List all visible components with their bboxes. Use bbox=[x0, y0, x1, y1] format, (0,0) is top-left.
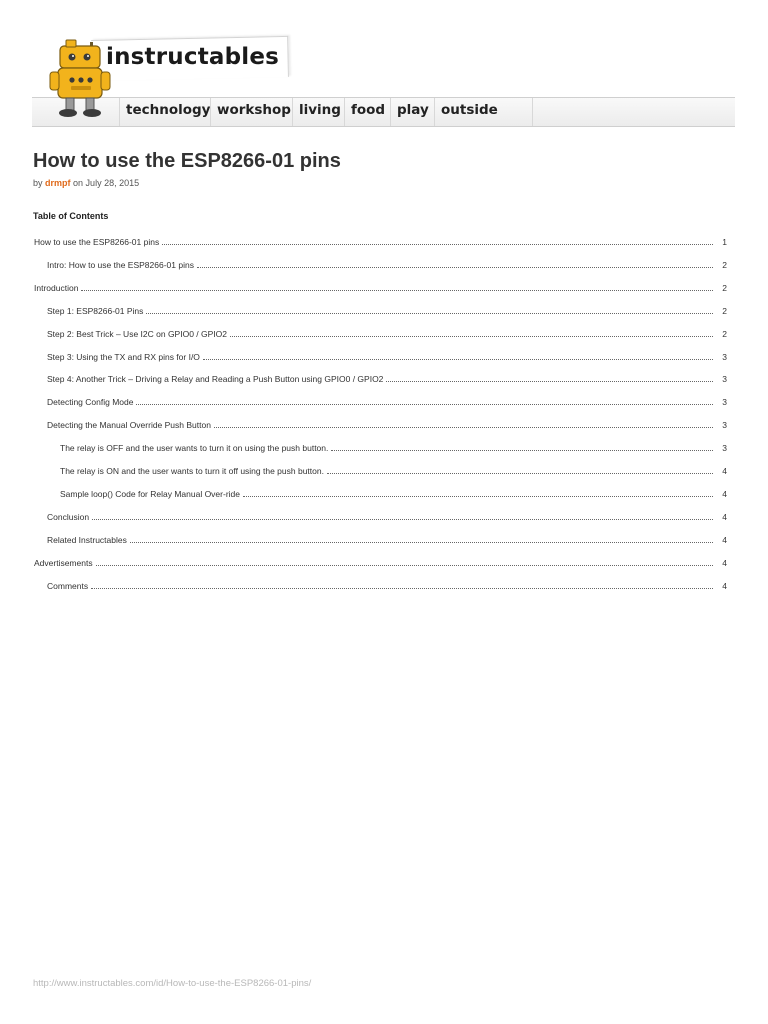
toc-entry[interactable] bbox=[34, 557, 727, 569]
nav-living[interactable]: living bbox=[292, 98, 344, 126]
toc-entry[interactable] bbox=[47, 373, 727, 385]
toc-entry[interactable] bbox=[47, 305, 727, 317]
toc-entry[interactable] bbox=[47, 511, 727, 523]
site-header bbox=[0, 0, 768, 130]
toc-entry-label: The relay is OFF and the user wants to turn it on using the push button. bbox=[60, 443, 329, 453]
toc-entry[interactable] bbox=[47, 419, 727, 431]
toc-entry[interactable] bbox=[34, 236, 727, 248]
toc-entry[interactable] bbox=[60, 442, 727, 454]
toc-dot-leader bbox=[91, 588, 713, 589]
toc-entry-label: Related Instructables bbox=[47, 535, 127, 545]
toc-entry-label: Step 3: Using the TX and RX pins for I/O bbox=[47, 352, 200, 362]
toc-dot-leader bbox=[230, 336, 713, 337]
toc-entry[interactable] bbox=[47, 534, 727, 546]
toc-entry-label: Detecting the Manual Override Push Button bbox=[47, 420, 211, 430]
toc-entry-label: Detecting Config Mode bbox=[47, 397, 134, 407]
toc-entry[interactable] bbox=[47, 351, 727, 363]
page-title: How to use the ESP8266-01 pins bbox=[33, 150, 341, 172]
toc-entry-page: 2 bbox=[722, 260, 727, 270]
robot-mascot-icon[interactable] bbox=[46, 36, 116, 120]
toc-entry-page: 1 bbox=[722, 237, 727, 247]
toc-entry[interactable] bbox=[60, 465, 727, 477]
toc-dot-leader bbox=[214, 427, 713, 428]
toc-entry-page: 3 bbox=[722, 397, 727, 407]
toc-entry-label: Step 1: ESP8266-01 Pins bbox=[47, 306, 144, 316]
toc-dot-leader bbox=[162, 244, 713, 245]
author-link[interactable]: drmpf bbox=[45, 178, 71, 188]
toc-entry-label: Conclusion bbox=[47, 512, 90, 522]
toc-dot-leader bbox=[130, 542, 713, 543]
nav-technology[interactable]: technology bbox=[119, 98, 210, 126]
toc-entry-label: The relay is ON and the user wants to turn it off using the push button. bbox=[60, 466, 324, 476]
toc-entry-label: Comments bbox=[47, 581, 89, 591]
toc-entry-page: 4 bbox=[722, 558, 727, 568]
toc-entry-page: 2 bbox=[722, 306, 727, 316]
toc-entry-page: 3 bbox=[722, 420, 727, 430]
toc-entry-label: How to use the ESP8266-01 pins bbox=[34, 237, 160, 247]
toc-heading: Table of Contents bbox=[33, 211, 109, 221]
toc-entry-page: 3 bbox=[722, 352, 727, 362]
toc-entry[interactable] bbox=[34, 282, 727, 294]
toc-entry-label: Intro: How to use the ESP8266-01 pins bbox=[47, 260, 194, 270]
toc-entry-page: 2 bbox=[722, 283, 727, 293]
toc-entry-label: Introduction bbox=[34, 283, 79, 293]
toc-dot-leader bbox=[146, 313, 713, 314]
toc-entry-label: Sample loop() Code for Relay Manual Over-ride bbox=[60, 489, 240, 499]
toc-dot-leader bbox=[197, 267, 713, 268]
toc-dot-leader bbox=[81, 290, 713, 291]
toc-entry[interactable] bbox=[47, 396, 727, 408]
toc-dot-leader bbox=[96, 565, 713, 566]
byline bbox=[33, 178, 139, 188]
toc-dot-leader bbox=[92, 519, 713, 520]
nav-outside[interactable]: outside bbox=[434, 98, 532, 126]
toc-entry[interactable] bbox=[47, 259, 727, 271]
toc-dot-leader bbox=[136, 404, 713, 405]
toc-entry-page: 3 bbox=[722, 374, 727, 384]
toc-entry-page: 4 bbox=[722, 581, 727, 591]
toc-entry-label: Advertisements bbox=[34, 558, 93, 568]
byline-prefix: by bbox=[33, 178, 43, 188]
footer-url[interactable]: http://www.instructables.com/id/How-to-use-the-ESP8266-01-pins/ bbox=[33, 978, 312, 989]
toc-entry-page: 4 bbox=[722, 535, 727, 545]
category-nav bbox=[32, 97, 735, 127]
toc-entry[interactable] bbox=[47, 328, 727, 340]
publish-date: on July 28, 2015 bbox=[73, 178, 140, 188]
toc-entry-label: Step 2: Best Trick – Use I2C on GPIO0 / GPIO2 bbox=[47, 329, 227, 339]
toc-dot-leader bbox=[203, 359, 713, 360]
nav-workshop[interactable]: workshop bbox=[210, 98, 292, 126]
toc-entry-label: Step 4: Another Trick – Driving a Relay and Reading a Push Button using GPIO0 / GPIO2 bbox=[47, 374, 384, 384]
toc-entry[interactable] bbox=[47, 580, 727, 592]
toc-entry-page: 4 bbox=[722, 489, 727, 499]
toc-entry[interactable] bbox=[60, 488, 727, 500]
site-logo-text[interactable]: instructables bbox=[106, 44, 280, 70]
toc-entry-page: 3 bbox=[722, 443, 727, 453]
toc-dot-leader bbox=[386, 381, 713, 382]
toc-entry-page: 4 bbox=[722, 466, 727, 476]
nav-divider bbox=[532, 98, 533, 126]
nav-food[interactable]: food bbox=[344, 98, 390, 126]
toc-dot-leader bbox=[243, 496, 713, 497]
toc-entry-page: 2 bbox=[722, 329, 727, 339]
nav-play[interactable]: play bbox=[390, 98, 434, 126]
toc-dot-leader bbox=[327, 473, 713, 474]
toc-entry-page: 4 bbox=[722, 512, 727, 522]
toc-dot-leader bbox=[331, 450, 713, 451]
